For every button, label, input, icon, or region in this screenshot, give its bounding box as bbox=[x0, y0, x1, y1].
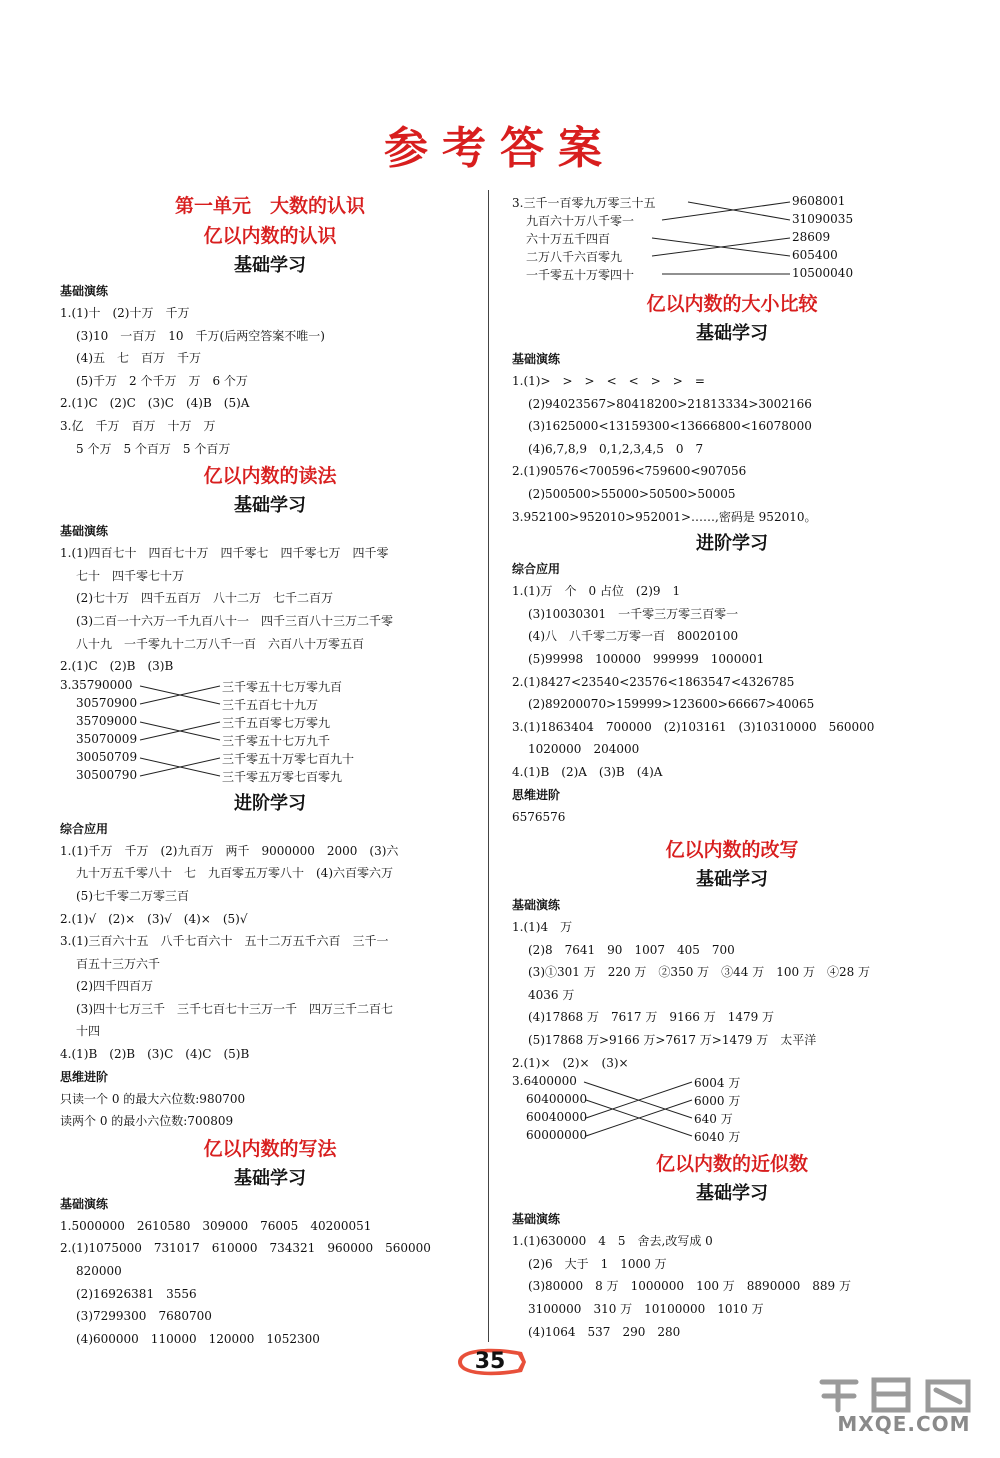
answer-line: (4)1064 537 290 280 bbox=[528, 1324, 681, 1339]
left-column bbox=[60, 190, 480, 1350]
answer-line: (2)16926381 3556 bbox=[76, 1286, 197, 1301]
answer-line: 十四 bbox=[76, 1024, 101, 1039]
match-left-item: 六十万五千四百 bbox=[526, 232, 611, 246]
answer-line: 5 个万 5 个百万 5 个百万 bbox=[76, 441, 231, 456]
match-right-item: 605400 bbox=[792, 248, 838, 262]
answer-line: (5)99998 100000 999999 1000001 bbox=[528, 651, 765, 666]
match-lines bbox=[512, 1074, 952, 1148]
answer-line: (2)94023567>80418200>21813334>3002166 bbox=[528, 396, 812, 411]
answer-line: (2)6 大于 1 1000 万 bbox=[528, 1256, 667, 1271]
answer-line: 2.(1)√ (2)× (3)√ (4)× (5)√ bbox=[60, 911, 248, 926]
answer-line: 1.(1)四百七十 四百七十万 四千零七 四千零七万 四千零 bbox=[60, 546, 389, 561]
match-left-item: 30050709 bbox=[76, 749, 138, 764]
match-left-item: 30500790 bbox=[76, 767, 138, 782]
exercise-label: 基础演练 bbox=[60, 284, 109, 298]
answer-line: (2)四千四百万 bbox=[76, 979, 153, 994]
answer-line: (3)7299300 7680700 bbox=[76, 1309, 212, 1324]
section-subtitle: 基础学习 bbox=[234, 255, 306, 276]
section-subtitle: 进阶学习 bbox=[234, 792, 306, 814]
unit-title: 第一单元 大数的认识 bbox=[174, 195, 365, 217]
match-right-item: 9608001 bbox=[792, 194, 846, 208]
section-subtitle: 基础学习 bbox=[234, 1167, 306, 1189]
answer-line: 2.(1)× (2)× (3)× bbox=[512, 1055, 629, 1070]
answer-line: (3)1625000<13159300<13666800<16078000 bbox=[528, 419, 812, 434]
answer-line: 百五十三万六千 bbox=[76, 956, 161, 971]
answer-line: (2)七十万 四千五百万 八十二万 七千二百万 bbox=[76, 591, 333, 606]
answer-line: (4)6,7,8,9 0,1,2,3,4,5 0 7 bbox=[528, 441, 704, 456]
page-number: 35 bbox=[474, 1349, 506, 1374]
match-left-item: 35709000 bbox=[76, 713, 138, 728]
answer-line: 2.(1)C (2)B (3)B bbox=[60, 659, 174, 674]
match-line bbox=[688, 202, 790, 220]
match-left-item: 二万八千六百零九 bbox=[526, 250, 623, 264]
answer-line: (3)80000 8 万 1000000 100 万 8890000 889 万 bbox=[528, 1279, 851, 1294]
exercise-label: 基础演练 bbox=[512, 352, 561, 366]
match-right-item: 6040 万 bbox=[694, 1130, 741, 1145]
answer-line: 读两个 0 的最小六位数:700809 bbox=[60, 1114, 234, 1129]
match-right-item: 28609 bbox=[792, 230, 831, 244]
match-right-item: 6000 万 bbox=[694, 1094, 741, 1109]
answer-line: 1.(1)万 个 0 占位 (2)9 1 bbox=[512, 584, 681, 599]
match-right-item: 三千五百零七万零九 bbox=[222, 715, 331, 730]
match-left-item: 35070009 bbox=[76, 731, 138, 746]
answer-line: 1.(1)4 万 bbox=[512, 920, 573, 935]
section-subtitle: 基础学习 bbox=[696, 869, 768, 891]
match-right-item: 6004 万 bbox=[694, 1076, 741, 1091]
match-right-item: 640 万 bbox=[694, 1112, 733, 1127]
answer-line: 2.(1)90576<700596<759600<907056 bbox=[512, 464, 747, 479]
matching-diagram bbox=[512, 1074, 952, 1148]
answer-line: 1.(1)630000 4 5 舍去,改写成 0 bbox=[512, 1234, 713, 1249]
match-left-item: 3.35790000 bbox=[60, 677, 133, 692]
answer-line: 八十九 一千零九十二万八千一百 六百八十万零五百 bbox=[76, 636, 365, 651]
match-left-item: 3.6400000 bbox=[512, 1074, 577, 1089]
match-right-item: 三千五百七十九万 bbox=[222, 697, 319, 712]
answer-line: (2)500500>55000>50500>50005 bbox=[528, 486, 736, 501]
answer-line: 1020000 204000 bbox=[528, 742, 640, 757]
answer-line: 6576576 bbox=[512, 809, 566, 824]
exercise-label: 基础演练 bbox=[512, 898, 561, 913]
exercise-label: 基础演练 bbox=[60, 1196, 109, 1211]
answer-line: 820000 bbox=[76, 1264, 122, 1279]
exercise-label: 综合应用 bbox=[60, 821, 109, 836]
section-title: 亿以内数的读法 bbox=[203, 465, 337, 488]
match-left-item: 九百六十万八千零一 bbox=[526, 214, 635, 228]
section-title: 亿以内数的改写 bbox=[665, 839, 799, 862]
answer-line: (5)17868 万>9166 万>7617 万>1479 万 太平洋 bbox=[528, 1033, 817, 1048]
match-left-item: 60040000 bbox=[526, 1110, 588, 1125]
answer-line: (2)8 7641 90 1007 405 700 bbox=[528, 942, 735, 957]
match-right-item: 31090035 bbox=[792, 212, 854, 226]
answer-line: (4)八 八千零二万零一百 80020100 bbox=[528, 629, 739, 644]
answer-line: 2.(1)1075000 731017 610000 734321 960000 560000 bbox=[60, 1241, 431, 1256]
section-subtitle: 基础学习 bbox=[234, 495, 306, 517]
matching-diagram bbox=[60, 678, 480, 788]
watermark-logo bbox=[808, 1372, 1000, 1416]
answer-line: 七十 四千零七十万 bbox=[76, 568, 185, 583]
section-title: 亿以内数的近似数 bbox=[655, 1153, 808, 1176]
exercise-label: 思维进阶 bbox=[60, 1069, 109, 1084]
section-subtitle: 进阶学习 bbox=[696, 533, 768, 555]
answer-line: 只读一个 0 的最大六位数:980700 bbox=[60, 1091, 246, 1106]
page-title: 参考答案 bbox=[384, 123, 616, 174]
answer-line: 2.(1)8427<23540<23576<1863547<4326785 bbox=[512, 674, 795, 689]
answer-line: (3)二百一十六万一千九百八十一 四千三百八十三万二千零 bbox=[76, 613, 394, 628]
match-right-item: 三千零五万零七百零九 bbox=[222, 769, 343, 784]
answer-line: 1.(1)千万 千万 (2)九百万 两千 9000000 2000 (3)六 bbox=[60, 843, 399, 858]
answer-line: 1.5000000 2610580 309000 76005 40200051 bbox=[60, 1218, 372, 1233]
right-column bbox=[512, 190, 952, 1343]
section-title: 亿以内数的写法 bbox=[203, 1137, 337, 1160]
exercise-label: 综合应用 bbox=[512, 562, 561, 577]
exercise-label: 基础演练 bbox=[60, 524, 109, 539]
page-number-badge bbox=[452, 1344, 528, 1380]
match-lines bbox=[60, 678, 480, 788]
answer-line: (3)10 一百万 10 千万(后两空答案不唯一) bbox=[76, 328, 325, 343]
matching-diagram bbox=[512, 194, 952, 288]
section-subtitle: 基础学习 bbox=[696, 1183, 768, 1205]
column-divider bbox=[488, 190, 489, 1342]
answer-line: (4)17868 万 7617 万 9166 万 1479 万 bbox=[528, 1010, 775, 1025]
answer-line: 1.(1)十 (2)十万 千万 bbox=[60, 306, 190, 320]
match-right-item: 10500040 bbox=[792, 266, 854, 280]
answer-line: (5)千万 2 个千万 万 6 个万 bbox=[76, 373, 248, 388]
match-left-item: 30570900 bbox=[76, 695, 138, 710]
match-right-item: 三千零五十七万零九百 bbox=[222, 679, 343, 694]
answer-line: 1.(1)> > > < < > > = bbox=[512, 374, 705, 388]
answer-line: 3.亿 千万 百万 十万 万 bbox=[60, 418, 216, 433]
answer-line: 3.952100>952010>952001>……,密码是 952010。 bbox=[512, 509, 817, 524]
match-right-item: 三千零五十万零七百九十 bbox=[222, 751, 355, 766]
answer-line: 3.(1)1863404 700000 (2)103161 (3)10310000 560000 bbox=[512, 719, 875, 734]
answer-line: (3)四十七万三千 三千七百七十三万一千 四万三千二百七 bbox=[76, 1001, 394, 1016]
match-left-item: 一千零五十万零四十 bbox=[526, 268, 635, 282]
watermark bbox=[808, 1372, 1000, 1452]
match-left-item: 60000000 bbox=[526, 1128, 588, 1143]
answer-line: (3)①301 万 220 万 ②350 万 ③44 万 100 万 ④28 万 bbox=[528, 965, 871, 980]
section-title: 亿以内数的认识 bbox=[203, 225, 337, 247]
match-lines bbox=[512, 194, 952, 288]
answer-line: 4036 万 bbox=[528, 987, 575, 1002]
match-left-item: 3.三千一百零九万零三十五 bbox=[512, 196, 656, 210]
section-title: 亿以内数的大小比较 bbox=[646, 293, 818, 315]
answer-line: (3)10030301 一千零三万零三百零一 bbox=[528, 606, 739, 621]
answer-line: 4.(1)B (2)B (3)C (4)C (5)B bbox=[60, 1047, 250, 1062]
answer-line: (4)五 七 百万 千万 bbox=[76, 351, 201, 366]
exercise-label: 思维进阶 bbox=[512, 787, 561, 802]
answer-line: (5)七千零二万零三百 bbox=[76, 888, 189, 903]
section-subtitle: 基础学习 bbox=[696, 323, 768, 344]
watermark-text: MXQE.COM bbox=[837, 1412, 971, 1436]
answer-line: 3100000 310 万 10100000 1010 万 bbox=[528, 1302, 764, 1317]
match-left-item: 60400000 bbox=[526, 1092, 588, 1107]
match-right-item: 三千零五十七万九千 bbox=[222, 733, 331, 748]
answer-line: (4)600000 110000 120000 1052300 bbox=[76, 1331, 320, 1346]
match-line bbox=[662, 202, 790, 220]
answer-line: 九十万五千零八十 七 九百零五万零八十 (4)六百零六万 bbox=[76, 866, 394, 881]
exercise-label: 基础演练 bbox=[512, 1212, 561, 1227]
answer-line: 3.(1)三百六十五 八千七百六十 五十二万五千六百 三千一 bbox=[60, 934, 389, 949]
answer-line: 4.(1)B (2)A (3)B (4)A bbox=[512, 764, 663, 779]
answer-line: 2.(1)C (2)C (3)C (4)B (5)A bbox=[60, 396, 250, 411]
answer-line: (2)89200070>159999>123600>66667>40065 bbox=[528, 697, 815, 712]
